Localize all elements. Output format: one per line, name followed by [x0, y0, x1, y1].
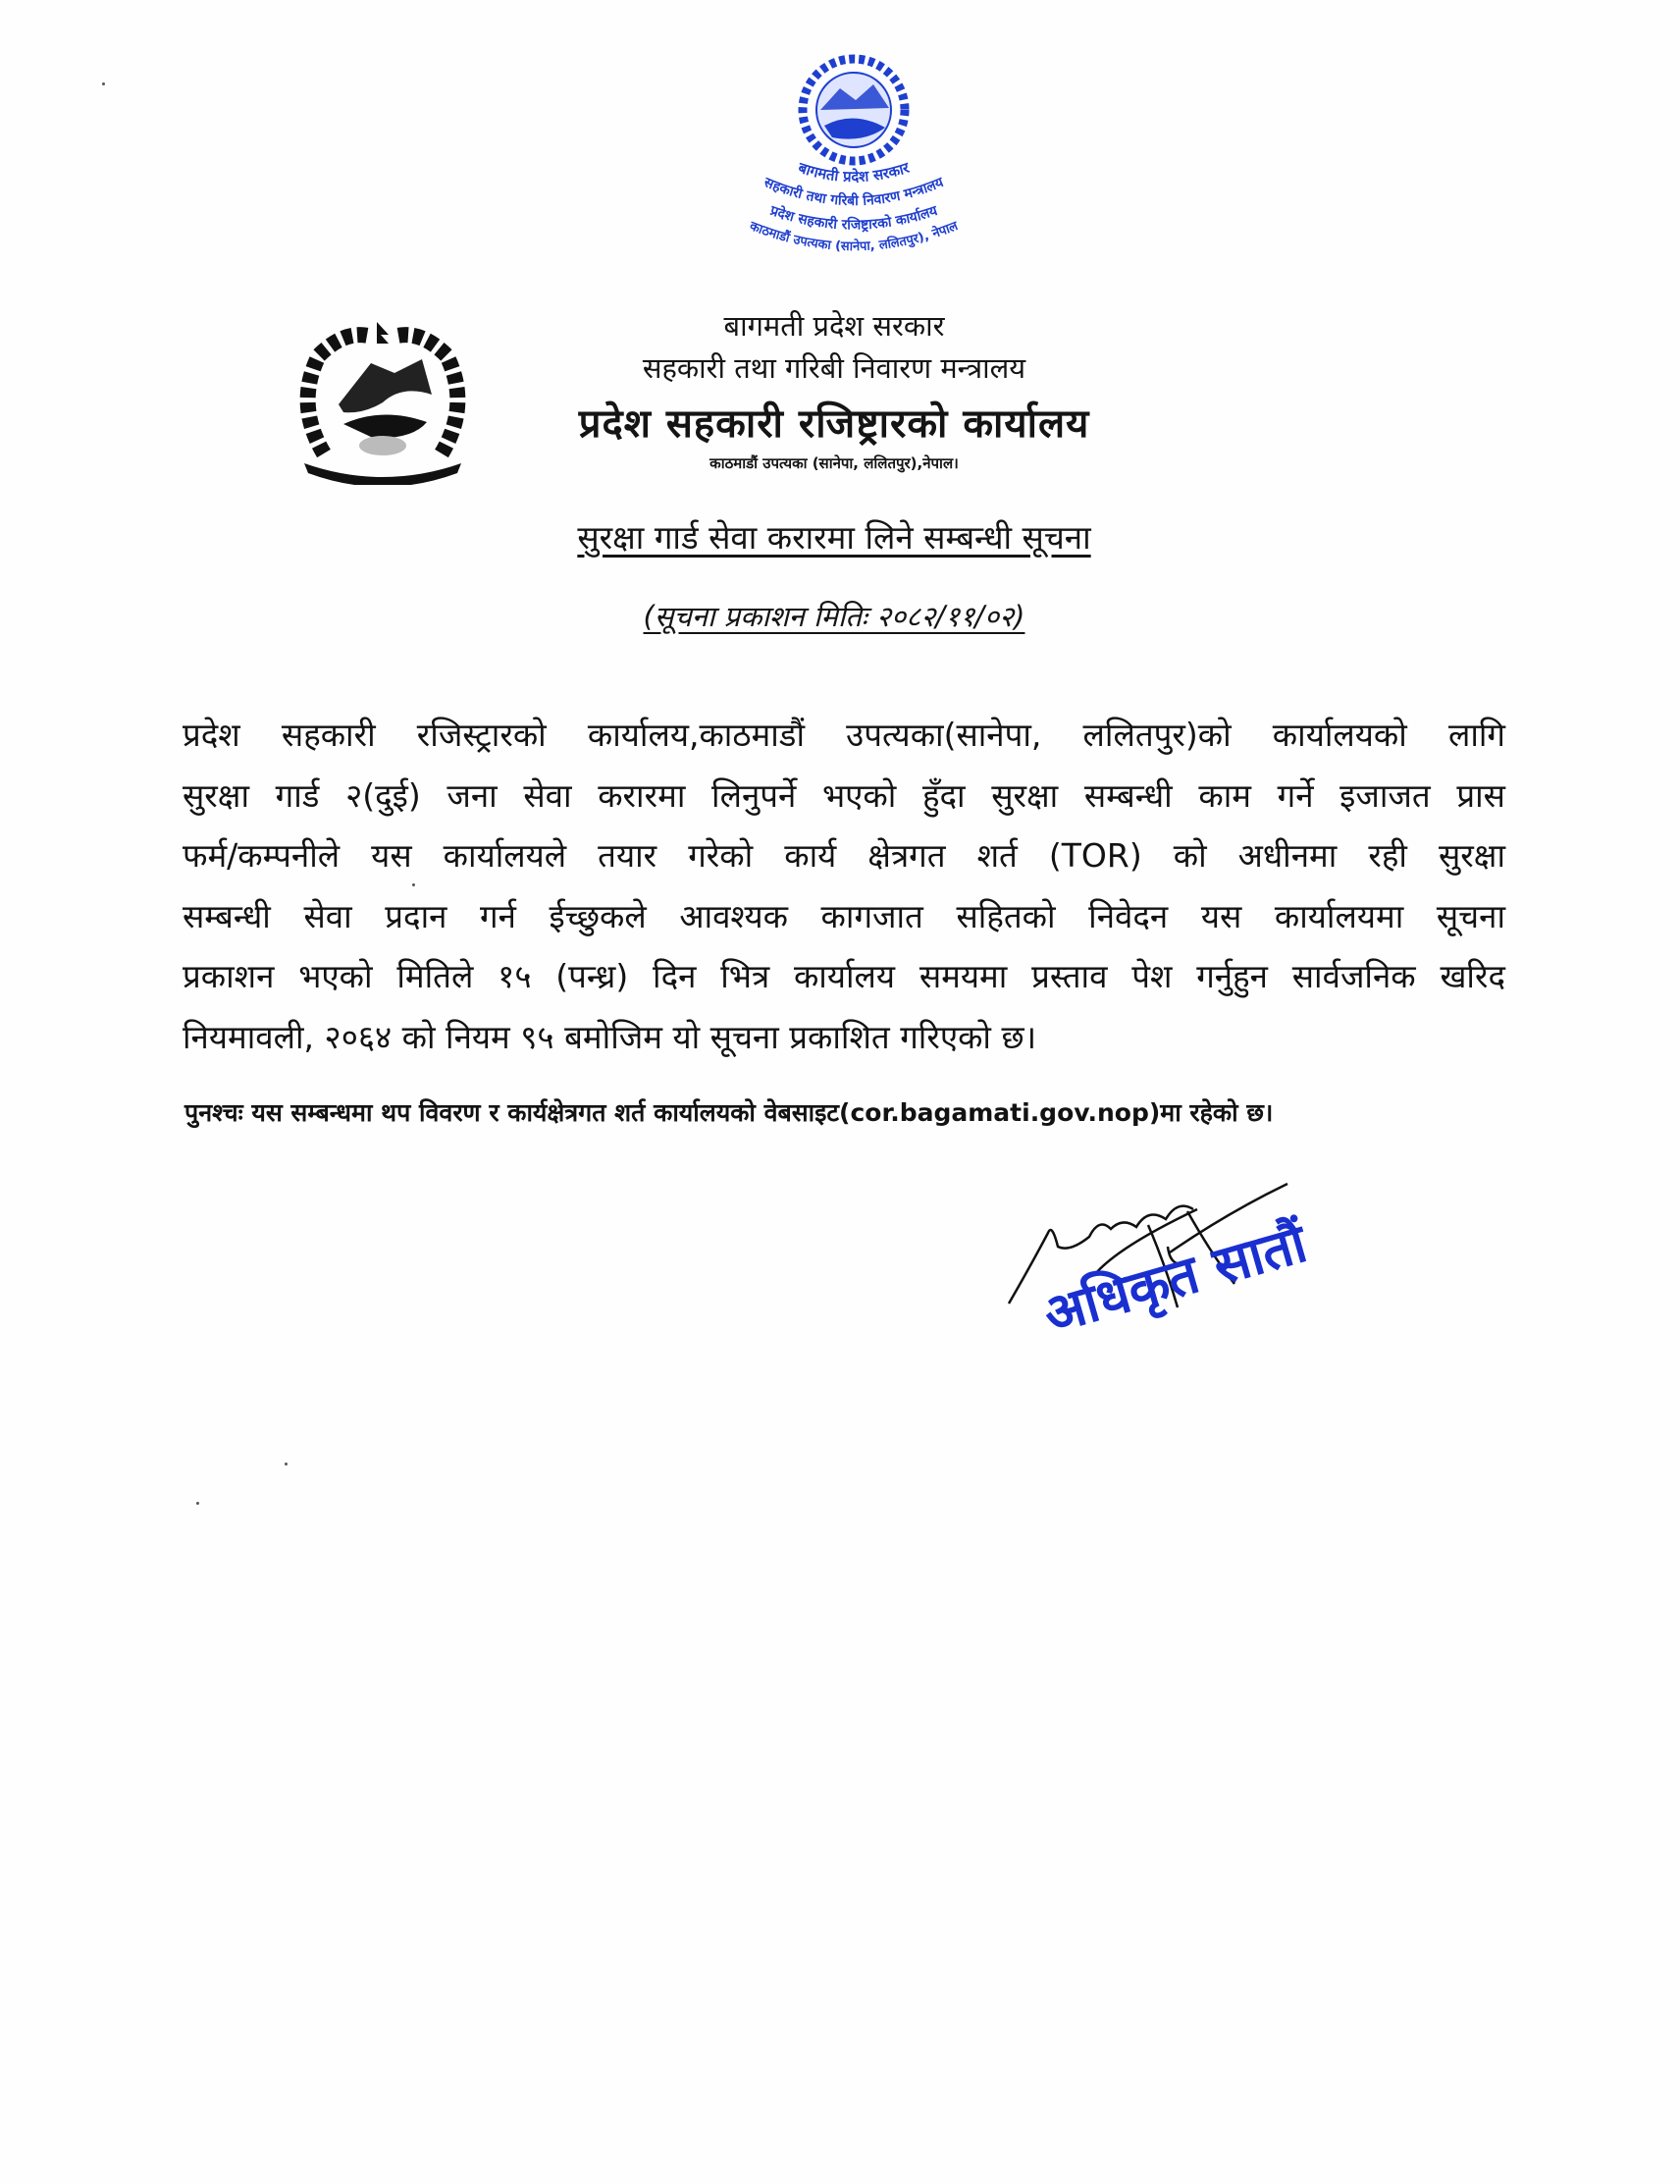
body-line: फर्म/कम्पनीले यस कार्यालयले तयार गरेको कार्य क्षेत्रगत शर्त (TOR) को अधीनमा रही सुरक्षा: [183, 836, 1505, 875]
body-line: प्रकाशन भएको मितिले १५ (पन्ध्र) दिन भित्र कार्यालय समयमा प्रस्ताव पेश गर्नुहुन सार्वजनिक खरिद: [183, 957, 1505, 995]
body-line: प्रदेश सहकारी रजिस्ट्रारको कार्यालय,काठमाडौं उपत्यका(सानेपा, ललितपुर)को कार्यालयको लागि: [183, 716, 1505, 754]
scan-speck: [412, 883, 415, 886]
office-seal-stamp: [716, 49, 991, 265]
letterhead-office: प्रदेश सहकारी रजिष्ट्रारको कार्यालय: [578, 401, 1090, 447]
letterhead-government: बागमती प्रदेश सरकार: [723, 309, 945, 343]
seal-line-1: बागमती प्रदेश सरकार: [796, 158, 912, 186]
notice-body: [183, 705, 1505, 1067]
letterhead-address: काठमाडौं उपत्यका (सानेपा, ललितपुर),नेपाल।: [709, 454, 959, 472]
publication-date: (सूचना प्रकाशन मितिः २०८२/११/०२): [643, 600, 1025, 633]
postscript-note: पुनश्चः यस सम्बन्धमा थप विवरण र कार्यक्षेत्रगत शर्त कार्यालयको वेबसाइट(cor.bagamati.gov.nop)मा रहेको छ।: [184, 1098, 1274, 1127]
body-line: नियमावली, २०६४ को नियम ९५ बमोजिम यो सूचना प्रकाशित गरिएको छ।: [183, 1017, 1037, 1056]
body-line: सुरक्षा गार्ड २(दुई) जना सेवा करारमा लिनुपर्ने भएको हुँदा सुरक्षा सम्बन्धी काम गर्ने इजाजत प्रास: [183, 775, 1505, 815]
seal-line-3: प्रदेश सहकारी रजिष्ट्रारको कार्यालय: [767, 202, 940, 234]
letterhead-ministry: सहकारी तथा गरिबी निवारण मन्त्रालय: [642, 351, 1026, 385]
seal-emblem-icon: [716, 49, 991, 265]
seal-line-2: सहकारी तथा गरिबी निवारण मन्त्रालय: [761, 174, 946, 210]
notice-title: सुरक्षा गार्ड सेवा करारमा लिने सम्बन्धी सूचना: [577, 518, 1091, 557]
officer-designation-stamp: अधिकृत सातौं: [1036, 1211, 1314, 1347]
nepal-emblem-icon: [285, 316, 481, 485]
body-line: सम्बन्धी सेवा प्रदान गर्न ईच्छुकले आवश्यक कागजात सहितको निवेदन यस कार्यालयमा सूचना: [183, 896, 1505, 935]
scan-speck: [285, 1463, 288, 1465]
seal-line-4: काठमाडौं उपत्यका (सानेपा, ललितपुर), नेपाल: [747, 219, 961, 255]
scan-speck: [196, 1502, 199, 1505]
scan-speck: [102, 82, 105, 85]
